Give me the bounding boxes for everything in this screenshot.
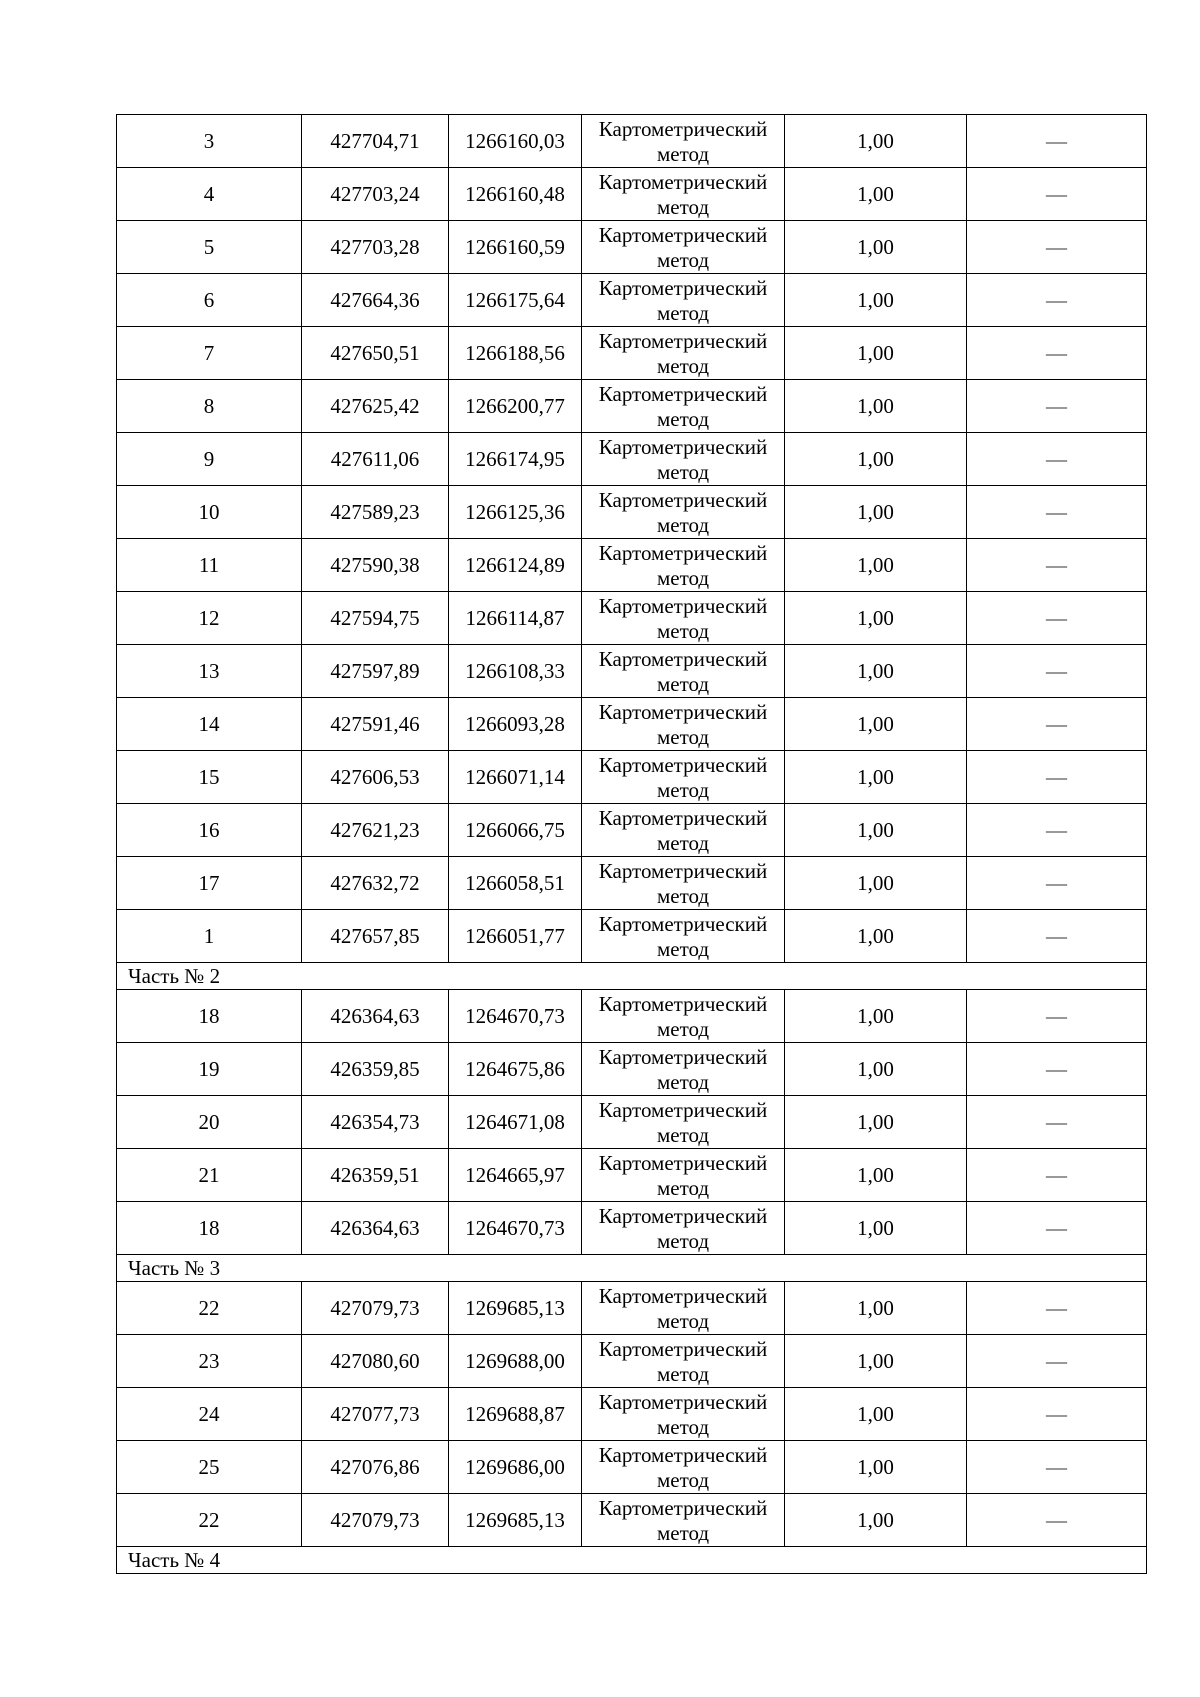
- x-coordinate-cell: 427589,23: [302, 486, 449, 539]
- x-coordinate-cell: 427657,85: [302, 910, 449, 963]
- method-text-line-2: метод: [656, 512, 710, 537]
- method-cell: [582, 1282, 785, 1335]
- table-row: [117, 698, 1147, 751]
- method-text-line-2: метод: [656, 353, 710, 378]
- accuracy-cell: 1,00: [785, 1388, 967, 1441]
- method-cell: [582, 539, 785, 592]
- accuracy-cell: 1,00: [785, 168, 967, 221]
- method-text-line-1: Картометрический: [598, 858, 768, 883]
- accuracy-cell: 1,00: [785, 327, 967, 380]
- y-coordinate-cell: 1269685,13: [449, 1494, 582, 1547]
- method-text-line-2: метод: [656, 1414, 710, 1439]
- method-text-line-1: Картометрический: [598, 116, 768, 141]
- point-number-cell: 13: [117, 645, 302, 698]
- y-coordinate-cell: 1264675,86: [449, 1043, 582, 1096]
- method-text-line-1: Картометрический: [598, 593, 768, 618]
- method-text-line-1: Картометрический: [598, 1442, 768, 1467]
- method-text-line-2: метод: [656, 936, 710, 961]
- point-number-cell: 16: [117, 804, 302, 857]
- x-coordinate-cell: 427076,86: [302, 1441, 449, 1494]
- method-text-line-2: метод: [656, 300, 710, 325]
- point-number-cell: 17: [117, 857, 302, 910]
- extra-cell: —: [967, 804, 1147, 857]
- accuracy-cell: 1,00: [785, 433, 967, 486]
- method-text-line-1: Картометрический: [598, 1283, 768, 1308]
- y-coordinate-cell: 1266200,77: [449, 380, 582, 433]
- x-coordinate-cell: 427591,46: [302, 698, 449, 751]
- method-text-line-2: метод: [656, 1361, 710, 1386]
- table-row: [117, 592, 1147, 645]
- accuracy-cell: 1,00: [785, 1096, 967, 1149]
- table-row: [117, 990, 1147, 1043]
- extra-cell: —: [967, 1202, 1147, 1255]
- accuracy-cell: 1,00: [785, 645, 967, 698]
- point-number-cell: 9: [117, 433, 302, 486]
- x-coordinate-cell: 427597,89: [302, 645, 449, 698]
- x-coordinate-cell: 426359,51: [302, 1149, 449, 1202]
- table-row: [117, 115, 1147, 168]
- method-text-line-2: метод: [656, 1122, 710, 1147]
- point-number-cell: 1: [117, 910, 302, 963]
- method-text-line-1: Картометрический: [598, 1495, 768, 1520]
- part-heading: Часть № 2: [117, 963, 1147, 990]
- method-text-line-2: метод: [656, 1308, 710, 1333]
- point-number-cell: 14: [117, 698, 302, 751]
- y-coordinate-cell: 1269688,87: [449, 1388, 582, 1441]
- method-cell: [582, 1043, 785, 1096]
- extra-cell: —: [967, 592, 1147, 645]
- method-text-line-1: Картометрический: [598, 805, 768, 830]
- y-coordinate-cell: 1266058,51: [449, 857, 582, 910]
- method-cell: [582, 1096, 785, 1149]
- accuracy-cell: 1,00: [785, 910, 967, 963]
- table-row: [117, 857, 1147, 910]
- point-number-cell: 11: [117, 539, 302, 592]
- point-number-cell: 12: [117, 592, 302, 645]
- method-text-line-1: Картометрический: [598, 646, 768, 671]
- x-coordinate-cell: 427590,38: [302, 539, 449, 592]
- point-number-cell: 20: [117, 1096, 302, 1149]
- table-row: [117, 539, 1147, 592]
- method-text-line-1: Картометрический: [598, 1389, 768, 1414]
- method-text-line-2: метод: [656, 406, 710, 431]
- accuracy-cell: 1,00: [785, 380, 967, 433]
- accuracy-cell: 1,00: [785, 751, 967, 804]
- extra-cell: —: [967, 1149, 1147, 1202]
- extra-cell: —: [967, 433, 1147, 486]
- table-row: [117, 433, 1147, 486]
- method-cell: [582, 698, 785, 751]
- point-number-cell: 3: [117, 115, 302, 168]
- method-cell: [582, 857, 785, 910]
- method-text-line-2: метод: [656, 1228, 710, 1253]
- method-text-line-1: Картометрический: [598, 275, 768, 300]
- method-text-line-1: Картометрический: [598, 1203, 768, 1228]
- method-text-line-2: метод: [656, 1069, 710, 1094]
- method-cell: [582, 1202, 785, 1255]
- x-coordinate-cell: 427632,72: [302, 857, 449, 910]
- point-number-cell: 19: [117, 1043, 302, 1096]
- method-text-line-1: Картометрический: [598, 1044, 768, 1069]
- method-text-line-2: метод: [656, 618, 710, 643]
- y-coordinate-cell: 1266175,64: [449, 274, 582, 327]
- y-coordinate-cell: 1266160,03: [449, 115, 582, 168]
- table-row: [117, 910, 1147, 963]
- accuracy-cell: 1,00: [785, 990, 967, 1043]
- y-coordinate-cell: 1266108,33: [449, 645, 582, 698]
- table-row: [117, 380, 1147, 433]
- y-coordinate-cell: 1266051,77: [449, 910, 582, 963]
- extra-cell: —: [967, 1043, 1147, 1096]
- method-text-line-2: метод: [656, 459, 710, 484]
- y-coordinate-cell: 1266160,48: [449, 168, 582, 221]
- extra-cell: —: [967, 115, 1147, 168]
- method-cell: [582, 592, 785, 645]
- table-row: [117, 804, 1147, 857]
- y-coordinate-cell: 1269686,00: [449, 1441, 582, 1494]
- method-cell: [582, 990, 785, 1043]
- extra-cell: —: [967, 857, 1147, 910]
- method-cell: [582, 1149, 785, 1202]
- point-number-cell: 15: [117, 751, 302, 804]
- table-row: [117, 274, 1147, 327]
- x-coordinate-cell: 427625,42: [302, 380, 449, 433]
- accuracy-cell: 1,00: [785, 221, 967, 274]
- method-cell: [582, 1441, 785, 1494]
- method-text-line-2: метод: [656, 1467, 710, 1492]
- method-text-line-1: Картометрический: [598, 752, 768, 777]
- method-text-line-1: Картометрический: [598, 381, 768, 406]
- x-coordinate-cell: 426364,63: [302, 1202, 449, 1255]
- y-coordinate-cell: 1266125,36: [449, 486, 582, 539]
- table-row: [117, 486, 1147, 539]
- x-coordinate-cell: 427077,73: [302, 1388, 449, 1441]
- point-number-cell: 18: [117, 990, 302, 1043]
- x-coordinate-cell: 427606,53: [302, 751, 449, 804]
- accuracy-cell: 1,00: [785, 539, 967, 592]
- x-coordinate-cell: 427079,73: [302, 1282, 449, 1335]
- extra-cell: —: [967, 327, 1147, 380]
- table-row: [117, 1441, 1147, 1494]
- point-number-cell: 6: [117, 274, 302, 327]
- y-coordinate-cell: 1266114,87: [449, 592, 582, 645]
- table-row: [117, 1388, 1147, 1441]
- y-coordinate-cell: 1266174,95: [449, 433, 582, 486]
- coordinates-table: [116, 114, 1147, 1574]
- extra-cell: —: [967, 990, 1147, 1043]
- extra-cell: —: [967, 698, 1147, 751]
- method-cell: [582, 168, 785, 221]
- x-coordinate-cell: 427703,24: [302, 168, 449, 221]
- accuracy-cell: 1,00: [785, 1043, 967, 1096]
- table-row: [117, 1282, 1147, 1335]
- y-coordinate-cell: 1269688,00: [449, 1335, 582, 1388]
- accuracy-cell: 1,00: [785, 592, 967, 645]
- method-text-line-1: Картометрический: [598, 487, 768, 512]
- method-text-line-2: метод: [656, 883, 710, 908]
- y-coordinate-cell: 1264670,73: [449, 990, 582, 1043]
- part-heading: Часть № 3: [117, 1255, 1147, 1282]
- accuracy-cell: 1,00: [785, 1202, 967, 1255]
- extra-cell: —: [967, 910, 1147, 963]
- accuracy-cell: 1,00: [785, 1282, 967, 1335]
- accuracy-cell: 1,00: [785, 1441, 967, 1494]
- point-number-cell: 10: [117, 486, 302, 539]
- extra-cell: —: [967, 380, 1147, 433]
- table-row: [117, 1202, 1147, 1255]
- y-coordinate-cell: 1264670,73: [449, 1202, 582, 1255]
- x-coordinate-cell: 427594,75: [302, 592, 449, 645]
- part-heading: Часть № 4: [117, 1547, 1147, 1574]
- method-text-line-1: Картометрический: [598, 328, 768, 353]
- method-text-line-1: Картометрический: [598, 1150, 768, 1175]
- x-coordinate-cell: 426364,63: [302, 990, 449, 1043]
- method-text-line-1: Картометрический: [598, 911, 768, 936]
- method-cell: [582, 751, 785, 804]
- method-cell: [582, 221, 785, 274]
- method-text-line-1: Картометрический: [598, 1336, 768, 1361]
- part-heading-row: [117, 963, 1147, 990]
- y-coordinate-cell: 1266160,59: [449, 221, 582, 274]
- point-number-cell: 25: [117, 1441, 302, 1494]
- method-text-line-1: Картометрический: [598, 699, 768, 724]
- point-number-cell: 8: [117, 380, 302, 433]
- accuracy-cell: 1,00: [785, 274, 967, 327]
- y-coordinate-cell: 1266071,14: [449, 751, 582, 804]
- point-number-cell: 24: [117, 1388, 302, 1441]
- extra-cell: —: [967, 1441, 1147, 1494]
- method-text-line-2: метод: [656, 724, 710, 749]
- method-text-line-2: метод: [656, 671, 710, 696]
- table-row: [117, 1494, 1147, 1547]
- point-number-cell: 22: [117, 1494, 302, 1547]
- extra-cell: —: [967, 1096, 1147, 1149]
- extra-cell: —: [967, 1335, 1147, 1388]
- x-coordinate-cell: 427080,60: [302, 1335, 449, 1388]
- method-text-line-2: метод: [656, 830, 710, 855]
- method-cell: [582, 115, 785, 168]
- accuracy-cell: 1,00: [785, 115, 967, 168]
- y-coordinate-cell: 1264671,08: [449, 1096, 582, 1149]
- x-coordinate-cell: 427621,23: [302, 804, 449, 857]
- part-heading-row: [117, 1255, 1147, 1282]
- method-text-line-2: метод: [656, 1175, 710, 1200]
- table-row: [117, 168, 1147, 221]
- table-row: [117, 327, 1147, 380]
- accuracy-cell: 1,00: [785, 698, 967, 751]
- point-number-cell: 5: [117, 221, 302, 274]
- x-coordinate-cell: 427704,71: [302, 115, 449, 168]
- table-row: [117, 1043, 1147, 1096]
- method-text-line-2: метод: [656, 1016, 710, 1041]
- part-heading-row: [117, 1547, 1147, 1574]
- method-cell: [582, 645, 785, 698]
- extra-cell: —: [967, 486, 1147, 539]
- extra-cell: —: [967, 274, 1147, 327]
- table-row: [117, 645, 1147, 698]
- method-cell: [582, 1494, 785, 1547]
- x-coordinate-cell: 427611,06: [302, 433, 449, 486]
- point-number-cell: 4: [117, 168, 302, 221]
- table-row: [117, 1335, 1147, 1388]
- extra-cell: —: [967, 1388, 1147, 1441]
- table-row: [117, 751, 1147, 804]
- x-coordinate-cell: 427079,73: [302, 1494, 449, 1547]
- extra-cell: —: [967, 539, 1147, 592]
- extra-cell: —: [967, 168, 1147, 221]
- x-coordinate-cell: 426359,85: [302, 1043, 449, 1096]
- point-number-cell: 18: [117, 1202, 302, 1255]
- point-number-cell: 21: [117, 1149, 302, 1202]
- method-cell: [582, 804, 785, 857]
- extra-cell: —: [967, 1282, 1147, 1335]
- x-coordinate-cell: 427703,28: [302, 221, 449, 274]
- y-coordinate-cell: 1269685,13: [449, 1282, 582, 1335]
- method-cell: [582, 1335, 785, 1388]
- method-cell: [582, 910, 785, 963]
- method-cell: [582, 380, 785, 433]
- extra-cell: —: [967, 645, 1147, 698]
- method-text-line-1: Картометрический: [598, 1097, 768, 1122]
- y-coordinate-cell: 1264665,97: [449, 1149, 582, 1202]
- table-row: [117, 221, 1147, 274]
- extra-cell: —: [967, 751, 1147, 804]
- accuracy-cell: 1,00: [785, 1335, 967, 1388]
- point-number-cell: 22: [117, 1282, 302, 1335]
- method-text-line-1: Картометрический: [598, 169, 768, 194]
- x-coordinate-cell: 427664,36: [302, 274, 449, 327]
- method-text-line-2: метод: [656, 565, 710, 590]
- method-cell: [582, 433, 785, 486]
- method-cell: [582, 274, 785, 327]
- method-text-line-2: метод: [656, 247, 710, 272]
- method-text-line-2: метод: [656, 1520, 710, 1545]
- x-coordinate-cell: 426354,73: [302, 1096, 449, 1149]
- method-cell: [582, 1388, 785, 1441]
- accuracy-cell: 1,00: [785, 1494, 967, 1547]
- point-number-cell: 7: [117, 327, 302, 380]
- method-cell: [582, 486, 785, 539]
- table-body: [117, 115, 1147, 1574]
- table-row: [117, 1096, 1147, 1149]
- accuracy-cell: 1,00: [785, 1149, 967, 1202]
- y-coordinate-cell: 1266188,56: [449, 327, 582, 380]
- method-text-line-2: метод: [656, 141, 710, 166]
- y-coordinate-cell: 1266093,28: [449, 698, 582, 751]
- method-text-line-1: Картометрический: [598, 222, 768, 247]
- method-text-line-1: Картометрический: [598, 540, 768, 565]
- accuracy-cell: 1,00: [785, 804, 967, 857]
- accuracy-cell: 1,00: [785, 486, 967, 539]
- method-cell: [582, 327, 785, 380]
- x-coordinate-cell: 427650,51: [302, 327, 449, 380]
- point-number-cell: 23: [117, 1335, 302, 1388]
- method-text-line-2: метод: [656, 194, 710, 219]
- method-text-line-1: Картометрический: [598, 434, 768, 459]
- accuracy-cell: 1,00: [785, 857, 967, 910]
- y-coordinate-cell: 1266066,75: [449, 804, 582, 857]
- table-row: [117, 1149, 1147, 1202]
- extra-cell: —: [967, 1494, 1147, 1547]
- extra-cell: —: [967, 221, 1147, 274]
- method-text-line-1: Картометрический: [598, 991, 768, 1016]
- method-text-line-2: метод: [656, 777, 710, 802]
- y-coordinate-cell: 1266124,89: [449, 539, 582, 592]
